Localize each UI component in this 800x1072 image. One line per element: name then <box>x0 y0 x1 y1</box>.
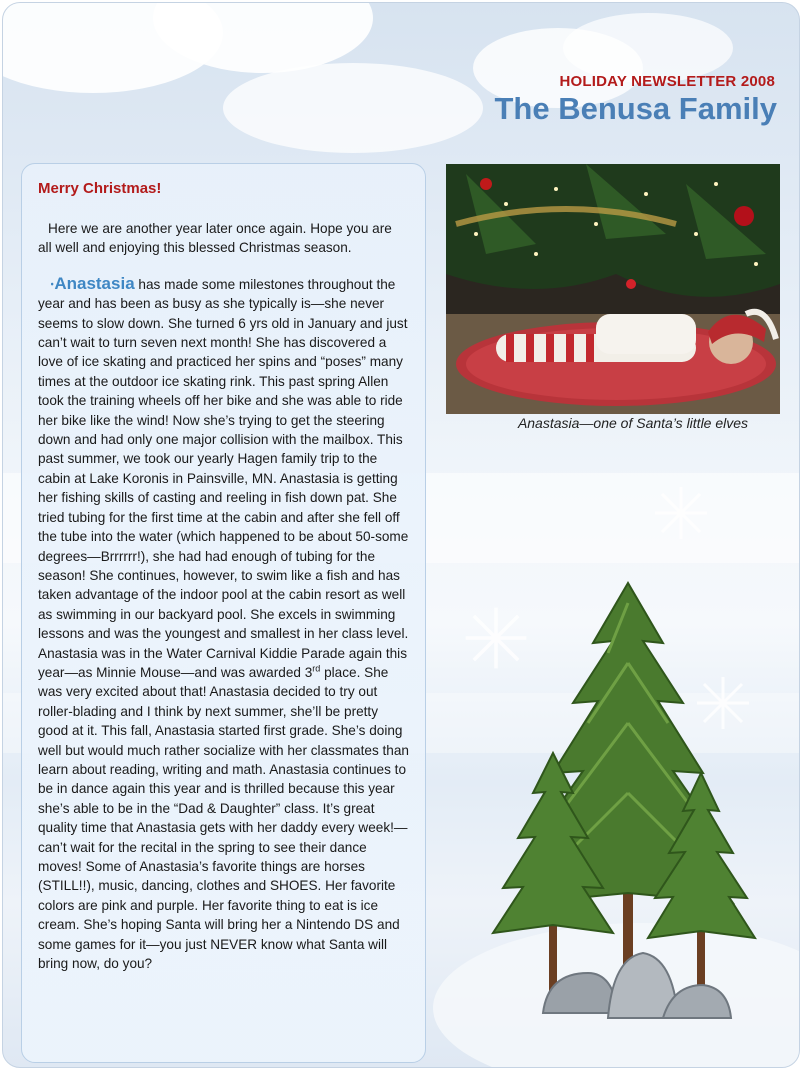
body-text-part2: place. She was very excited about that! Anastasia decided to try out roller-blading and I think by next summer, she’ll be pretty good at it. This fall, Anastasia started first grade. She’s doing well but would much rather socialize with her classmates than learn about reading, writing and math. Anastasia continues to be in dance again this year and is thrilled because this year she’s able to be in the “Dad & Daughter” class. It’s great quality time that Anastasia gets with her daddy every week!—can’t wait for the recital in the spring to see their dance moves! Some of Anastasia’s favorite things are horses (STILL!!), music, dancing, clothes and SHOES. Her favorite colors are pink and purple. Her favorite thing to eat is ice cream. She’s hoping Santa will bring her a Nintendo DS and some games for it—you just NEVER know what Santa will bring now, do you? <box>38 664 409 972</box>
greeting-heading: Merry Christmas! <box>38 180 162 197</box>
photo-illustration <box>446 164 780 414</box>
name-dropcap: Anastasia <box>54 273 135 293</box>
photo-caption: Anastasia—one of Santa’s little elves <box>517 415 749 431</box>
body-text-part1: has made some milestones throughout the year and has been as busy as she typically is—she never seems to slow down. She turned 6 yrs old in January and just can’t wait to turn seven next month! She has discovered a love of ice skating and practiced her spins and “poses” many times at the outdoor ice skating rink. This past spring Allen took the training wheels off her bike and she was able to ride her bike like the wind! Now she’s trying to get the steering down and had only one major collision with the mailbox. This past summer, we took our yearly Hagen family trip to the cabin at Lake Koronis in Painsville, MN. Anastasia is getting her fishing skills of casting and reeling in fish down pat. She tried tubing for the first time at the cabin and after she fell off the tube into the water (which happened to be about 50-some degrees—Brrrrrr!), she had had enough of tubing for the season! She continues, however, to swim like a fish and has taken advantage of the indoor pool at the cabin resort as well as swimming in our backyard pool. She excels in swimming lessons and was the youngest and smallest in her class level. Anastasia was in the Water Carnival Kiddie Parade again this year—as Minnie Mouse—and was awarded 3 <box>38 276 409 680</box>
pine-trees-illustration <box>473 573 783 1023</box>
newsletter-kicker: HOLIDAY NEWSLETTER 2008 <box>559 73 775 90</box>
snowflake-icon <box>651 483 711 543</box>
anastasia-paragraph <box>38 274 409 974</box>
ordinal-suffix: rd <box>312 663 321 674</box>
letter-panel <box>21 163 426 1063</box>
family-title: The Benusa Family <box>494 91 777 126</box>
cloud-shape <box>223 63 483 153</box>
christmas-tree-photo <box>446 164 780 414</box>
swirl-ornament-icon: ꞏ <box>50 275 55 292</box>
intro-paragraph: Here we are another year later once again. Hope you are all well and enjoying this blessed Christmas season. <box>38 221 392 256</box>
newsletter-page <box>2 2 800 1068</box>
